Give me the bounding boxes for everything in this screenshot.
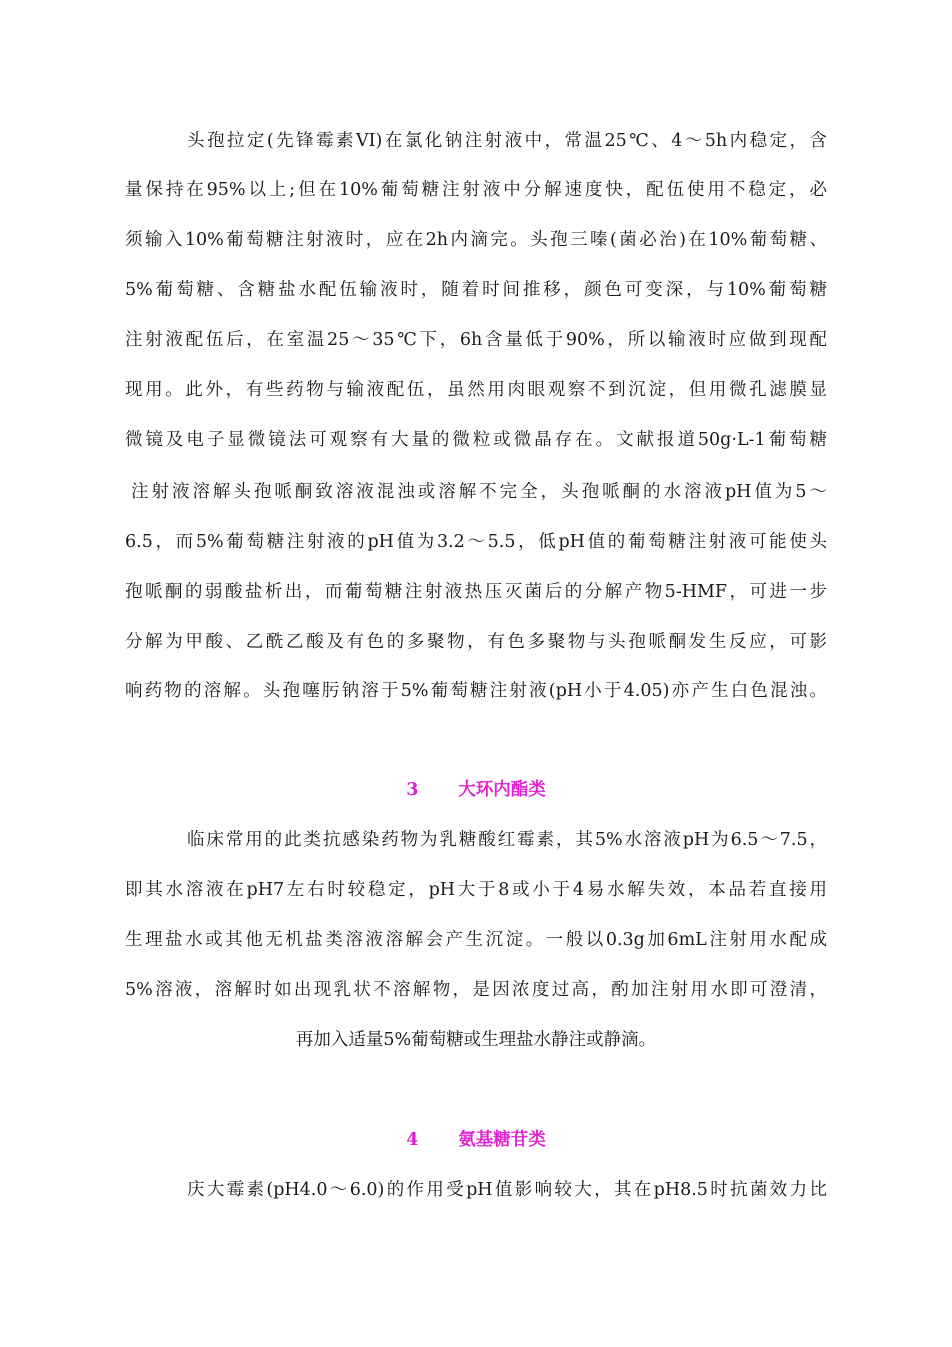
paragraph-line: 须输入10%葡萄糖注射液时，应在2h内滴完。头孢三嗪(菌必治)在10%葡萄糖、	[125, 230, 827, 250]
paragraph-line: 6.5，而5%葡萄糖注射液的pH值为3.2～5.5，低pH值的葡萄糖注射液可能使头	[125, 532, 827, 552]
section-title: 氨基糖苷类	[458, 1130, 546, 1150]
paragraph-line: 再加入适量5%葡萄糖或生理盐水静注或静滴。	[295, 1030, 657, 1050]
paragraph-line: 庆大霉素(pH4.0～6.0)的作用受pH值影响较大，其在pH8.5时抗菌效力比	[187, 1180, 827, 1200]
paragraph-line: 5%溶液，溶解时如出现乳状不溶解物，是因浓度过高，酌加注射用水即可澄清，	[125, 980, 827, 1000]
paragraph-line: 孢哌酮的弱酸盐析出，而葡萄糖注射液热压灭菌后的分解产物5-HMF，可进一步	[125, 582, 827, 602]
paragraph-line: 5%葡萄糖、含糖盐水配伍输液时，随着时间推移，颜色可变深，与10%葡萄糖	[125, 280, 827, 300]
paragraph-line: 分解为甲酸、乙酰乙酸及有色的多聚物，有色多聚物与头孢哌酮发生反应，可影	[125, 632, 827, 652]
paragraph-line: 微镜及电子显微镜法可观察有大量的微粒或微晶存在。文献报道50g·L-1葡萄糖	[125, 430, 827, 450]
paragraph-line: 响药物的溶解。头孢噻肟钠溶于5%葡萄糖注射液(pH小于4.05)亦产生白色混浊。	[125, 681, 827, 701]
paragraph-line: 头孢拉定(先锋霉素VI)在氯化钠注射液中，常温25℃、4～5h内稳定，含	[187, 131, 827, 151]
paragraph-line: 注射液配伍后，在室温25～35℃下，6h含量低于90%，所以输液时应做到现配	[125, 330, 827, 350]
paragraph-line: 生理盐水或其他无机盐类溶液溶解会产生沉淀。一般以0.3g加6mL注射用水配成	[125, 930, 827, 950]
section-number: 4	[406, 1130, 419, 1150]
paragraph-line: 现用。此外，有些药物与输液配伍，虽然用肉眼观察不到沉淀，但用微孔滤膜显	[125, 380, 827, 400]
section-heading	[0, 778, 952, 802]
paragraph-line: 临床常用的此类抗感染药物为乳糖酸红霉素，其5%水溶液pH为6.5～7.5，	[187, 830, 827, 850]
paragraph-line: 量保持在95%以上;但在10%葡萄糖注射液中分解速度快，配伍使用不稳定，必	[125, 180, 827, 200]
section-title: 大环内酯类	[458, 780, 546, 800]
section-number: 3	[406, 780, 419, 800]
section-heading	[0, 1128, 952, 1152]
paragraph-line: 注射液溶解头孢哌酮致溶液混浊或溶解不完全，头孢哌酮的水溶液pH值为5～	[131, 482, 827, 502]
paragraph-line: 即其水溶液在pH7左右时较稳定，pH大于8或小于4易水解失效，本品若直接用	[125, 880, 827, 900]
